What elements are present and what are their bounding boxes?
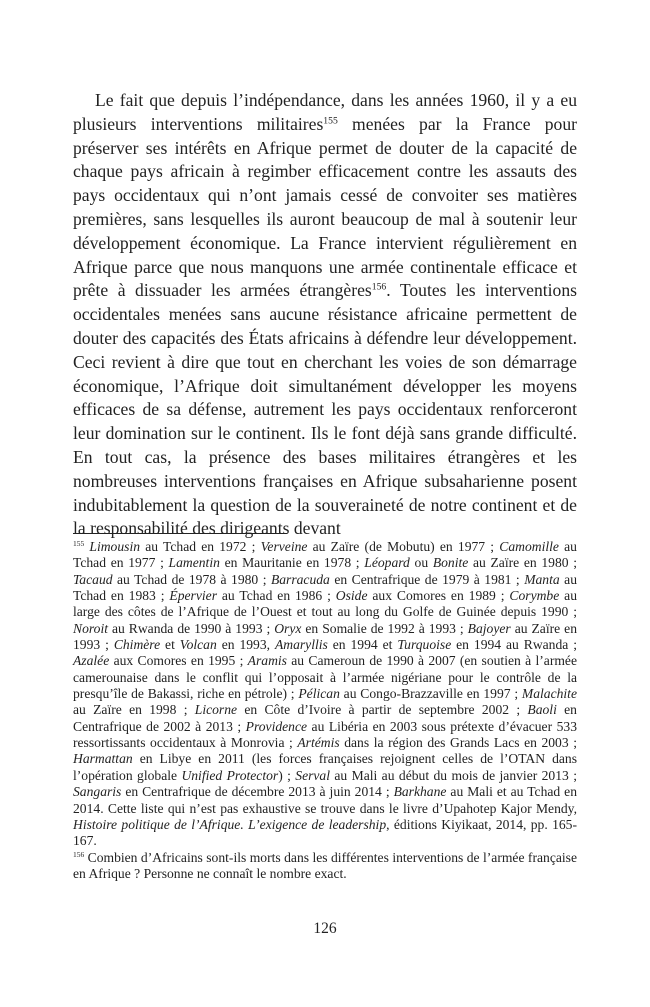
footnote-separator	[73, 533, 287, 534]
operation-name: Bajoyer	[467, 620, 511, 636]
operation-name: Bonite	[432, 555, 469, 571]
footnote-156	[73, 850, 577, 883]
text-segment: et	[160, 637, 180, 653]
text-segment: en 1993,	[216, 637, 275, 653]
text-segment: ) ;	[278, 767, 296, 783]
operation-name: Aramis	[247, 653, 287, 669]
operation-name: Licorne	[194, 702, 238, 718]
operation-name: Pélican	[298, 686, 340, 702]
operation-name: Volcan	[179, 637, 217, 653]
text-segment: au Tchad en 1983 ;	[73, 571, 577, 604]
text-segment: au Zaïre en 1980 ;	[468, 555, 578, 571]
text-segment: en Somalie de 1992 à 1993 ;	[301, 620, 468, 636]
text-segment: au Congo-Brazzaville en 1997 ;	[339, 686, 522, 702]
text-segment: en Libye en 2011 (les forces françaises rejoignent celles de l’OTAN dans l’opération globale	[73, 751, 577, 783]
operation-name: Corymbe	[509, 588, 560, 604]
operation-name: Barkhane	[393, 784, 447, 800]
operation-name: Lamentin	[168, 555, 220, 571]
operation-name: Amaryllis	[274, 637, 328, 653]
footnote-155	[73, 539, 577, 850]
text-segment: au Tchad de 1978 à 1980 ;	[112, 571, 271, 587]
text-segment: en Centrafrique de 2002 à 2013 ;	[73, 702, 577, 734]
text-segment: au Zaïre en 1998 ;	[73, 702, 195, 718]
operation-name: Tacaud	[73, 571, 113, 587]
text-segment: en 1994 et	[327, 637, 398, 653]
operation-name: Serval	[295, 767, 331, 783]
operation-name: Manta	[524, 571, 560, 587]
operation-name: Camomille	[499, 539, 559, 554]
operation-name: Oside	[335, 588, 368, 604]
operation-name: Histoire politique de l’Afrique. L’exigence de leadership	[73, 816, 387, 832]
text-segment: Combien d’Africains sont-ils morts dans les différentes interventions de l’armée française en Afrique ? Personne ne connaît le nombre exact.	[73, 849, 577, 881]
footnote-reference: 156	[371, 282, 387, 294]
footnote-reference: 155	[323, 115, 338, 127]
text-segment: au Cameroun de 1990 à 2007 (en soutien à l’armée camerounaise dans le conflit qui l’opposait à l’armée nigériane pour le contrôle de la presqu’île de Bakassi, riche en pétrole) ;	[73, 653, 577, 702]
operation-name: Chimère	[113, 637, 161, 653]
text-segment: au Zaïre en 1993 ;	[73, 620, 577, 653]
operation-name: Azalée	[73, 653, 110, 669]
operation-name: Baoli	[527, 702, 557, 718]
text-segment: en Côte d’Ivoire à partir de septembre 2002 ;	[237, 702, 528, 718]
main-paragraph	[73, 89, 577, 541]
text-segment: au Libéria en 2003 sous prétexte d’évacuer 533 ressortissants occidentaux à Monrovia ;	[73, 718, 577, 751]
text-segment: aux Comores en 1989 ;	[367, 588, 510, 604]
operation-name: Artémis	[297, 735, 340, 751]
text-segment: menées par la France pour préserver ses intérêts en Afrique permet de douter de la capacité de chaque pays africain à regimber efficacement contre les assauts des pays occidentaux qui n’ont jamais cessé de convoiter ses matières premières, sans lesquelles ils auront beaucoup de mal à soutenir leur développement économique. La France intervient régulièrement en Afrique parce que nous manquons une armée continentale efficace et prête à dissuader les armées étrangères	[73, 113, 577, 301]
operation-name: Harmattan	[73, 751, 133, 767]
operation-name: Épervier	[169, 588, 217, 604]
operation-name: Verveine	[260, 539, 308, 554]
text-segment: au Zaïre (de Mobutu) en 1977 ;	[307, 539, 500, 554]
text-segment: ou	[409, 555, 433, 571]
text-segment: au Rwanda de 1990 à 1993 ;	[108, 620, 275, 636]
text-segment: Le fait que depuis l’indépendance, dans les années 1960, il y a eu plusieurs interventions militaires	[73, 90, 577, 134]
page-body	[73, 89, 577, 541]
operation-name: Noroit	[73, 620, 108, 636]
page-number: 126	[313, 920, 337, 937]
text-segment: . Toutes les interventions occidentales menées sans aucune résistance africaine permettent de douter des capacités des États africains à défendre leur développement. Ceci revient à dire que tout en cherchant les voies de son démarrage économique, l’Afrique doit simultanément développer les moyens efficaces de sa défense, autrement les pays occidentaux renforceront leur domination sur le continent. Ils le font déjà sans grande difficulté. En tout cas, la présence des bases militaires étrangères et les nombreuses interventions françaises en Afrique subsaharienne posent indubitablement la question de la souveraineté de notre continent et de la responsabilité des dirigeants devant	[73, 280, 577, 539]
operation-name: Turquoise	[397, 637, 452, 653]
operation-name: Oryx	[274, 620, 302, 636]
footnote-number: 155	[73, 539, 85, 549]
text-segment: au Tchad en 1972 ;	[140, 539, 261, 554]
operation-name: Sangaris	[73, 784, 122, 800]
text-segment: au Mali au début du mois de janvier 2013 ;	[330, 767, 577, 783]
text-segment: dans la région des Grands Lacs en 2003 ;	[339, 735, 577, 751]
operation-name: Limousin	[89, 539, 141, 554]
footnotes	[73, 539, 577, 882]
text-segment: au Tchad en 1986 ;	[216, 588, 336, 604]
text-segment: au large des côtes de l’Afrique de l’Ouest et tout au long du Golfe de Guinée depuis 1990 ;	[73, 588, 577, 620]
text-segment: en Centrafrique de décembre 2013 à juin 2014 ;	[121, 784, 394, 800]
text-segment: en Centrafrique de 1979 à 1981 ;	[329, 571, 525, 587]
text-segment: au Mali et au Tchad en 2014. Cette liste qui n’est pas exhaustive se trouve dans le livre d’Upahotep Kajor Mendy,	[73, 784, 578, 816]
text-segment: en 1994 au Rwanda ;	[451, 637, 577, 653]
operation-name: Barracuda	[270, 571, 330, 587]
operation-name: Providence	[245, 718, 308, 734]
operation-name: Unified Protector	[181, 767, 279, 783]
operation-name: Léopard	[364, 555, 410, 571]
text-segment: aux Comores en 1995 ;	[109, 653, 248, 669]
footnote-number: 156	[73, 849, 85, 859]
text-segment: , éditions Kiyikaat, 2014, pp. 165-167.	[73, 816, 578, 849]
operation-name: Malachite	[521, 686, 577, 702]
text-segment: au Tchad en 1977 ;	[73, 539, 577, 571]
text-segment: en Mauritanie en 1978 ;	[219, 555, 365, 571]
